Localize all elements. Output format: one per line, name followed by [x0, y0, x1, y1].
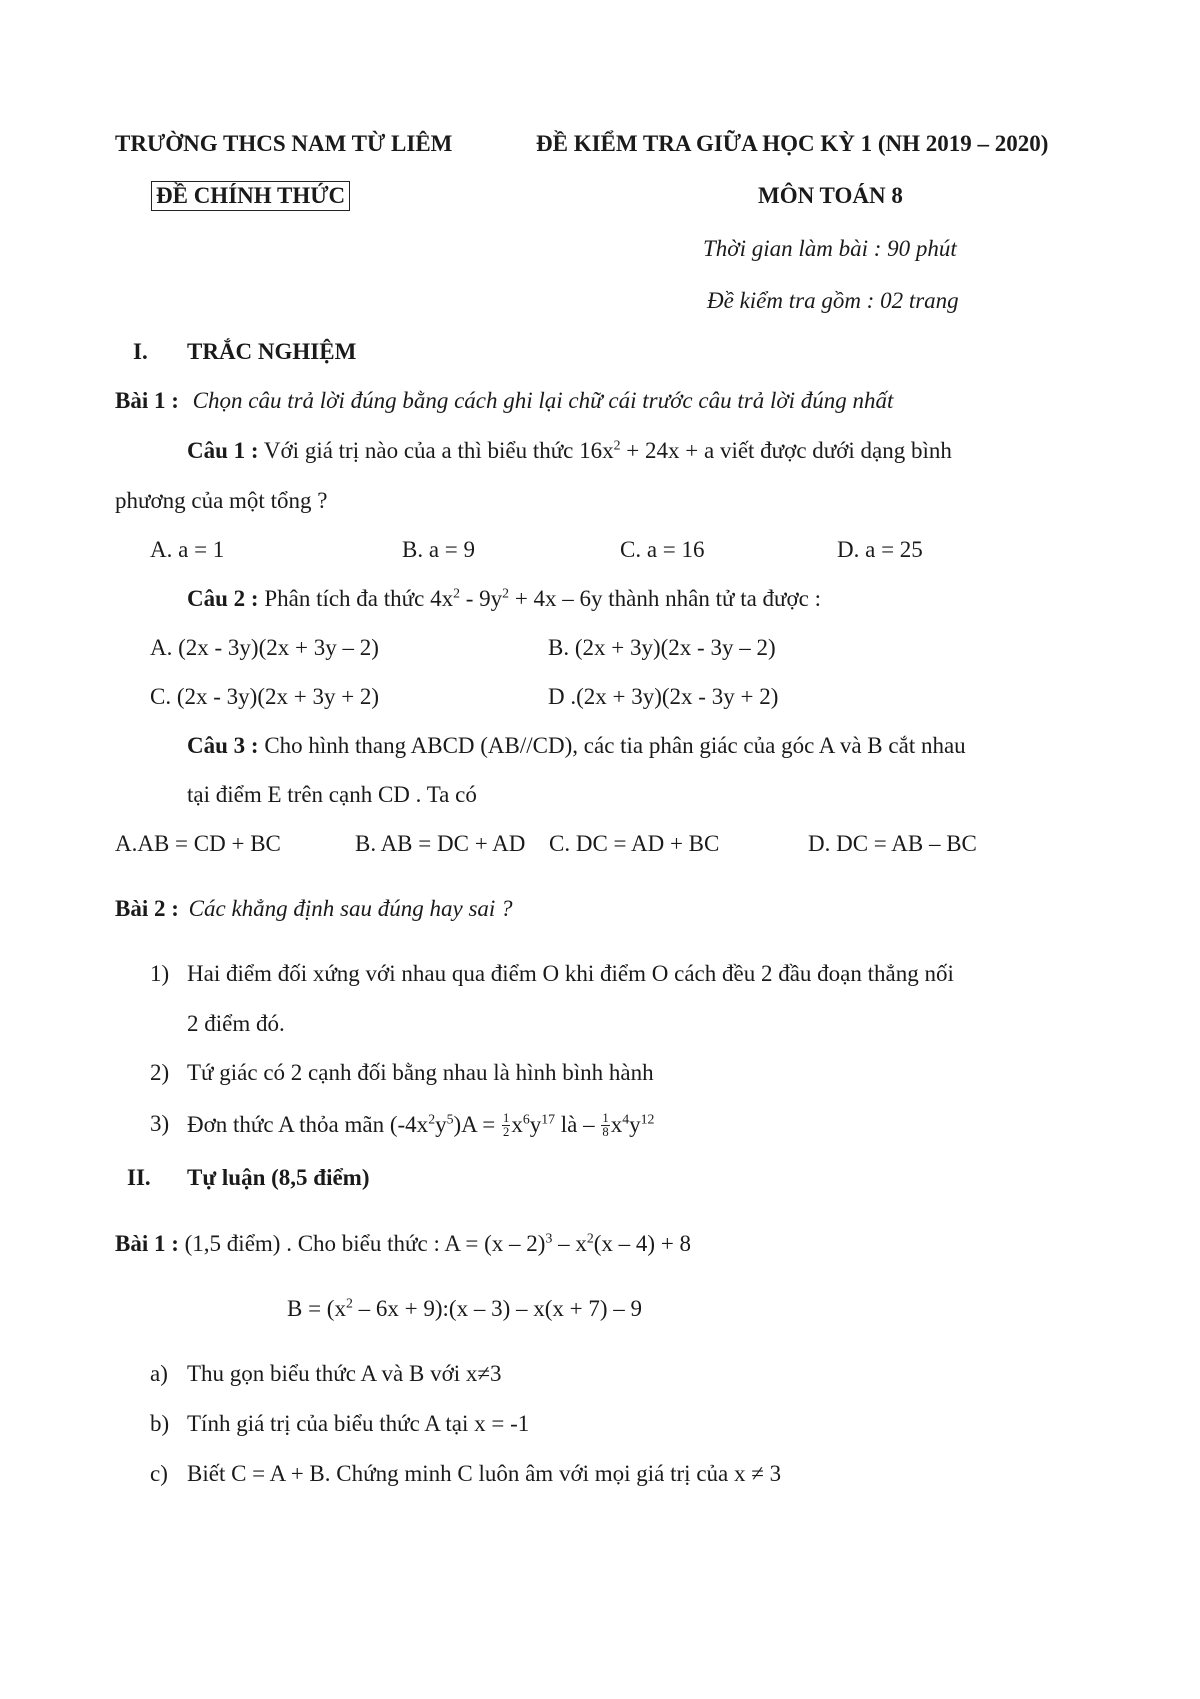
cau1-option-b: B. a = 9 [402, 537, 476, 562]
part1-bai1 [115, 389, 893, 412]
cau1-label: Câu 1 : [187, 438, 259, 463]
bai1-label: Bài 1 : [115, 388, 179, 413]
cau3-option-c: C. DC = AD + BC [549, 831, 720, 856]
statement-3-num: 3) [150, 1111, 170, 1136]
page-count: Đề kiểm tra gồm : 02 trang [707, 288, 959, 313]
task-c-num: c) [150, 1461, 168, 1486]
task-c-text: Biết C = A + B. Chứng minh C luôn âm với mọi giá trị của x ≠ 3 [187, 1461, 782, 1486]
cau2-option-c: C. (2x - 3y)(2x + 3y + 2) [150, 684, 380, 709]
statement-2-num: 2) [150, 1060, 170, 1085]
task-b-text: Tính giá trị của biểu thức A tại x = -1 [187, 1411, 530, 1436]
cau1-option-c: C. a = 16 [620, 537, 705, 562]
part2-bai1-label: Bài 1 : [115, 1231, 179, 1256]
statement-3-text: Đơn thức A thỏa mãn $(-4x^2y^5)A$ = $\frac{1}{2}$ $x^6y^{17}$ là – $\frac{1}{8}$ $x^4y^{12}$ [187, 1111, 655, 1140]
subject: MÔN TOÁN 8 [758, 183, 903, 208]
cau1-option-d: D. a = 25 [837, 537, 923, 562]
cau2-option-b: B. (2x + 3y)(2x - 3y – 2) [548, 635, 776, 660]
cau3-line2: tại điểm E trên cạnh CD . Ta có [187, 782, 477, 807]
part1-bai2 [115, 897, 513, 920]
cau2-option-a: A. (2x - 3y)(2x + 3y – 2) [150, 635, 379, 660]
task-a-text: Thu gọn biểu thức A và B với x≠3 [187, 1361, 502, 1386]
task-a-num: a) [150, 1361, 168, 1386]
cau3-line1: Câu 3 : Cho hình thang ABCD (AB//CD), các tia phân giác của góc A và B cắt nhau [187, 733, 966, 758]
cau3-option-b: B. AB = DC + AD [355, 831, 526, 856]
official-label: ĐỀ CHÍNH THỨC [151, 181, 350, 211]
statement-2-text: Tứ giác có 2 cạnh đối bằng nhau là hình bình hành [187, 1060, 654, 1085]
part2-bai1-expr-b: $B = (x^2 - 6x$ + 9):(x – 3) – x(x + 7) – 9 [287, 1295, 643, 1321]
exam-title: ĐỀ KIỂM TRA GIỮA HỌC KỲ 1 (NH 2019 – 2020) [536, 131, 1049, 156]
statement-1-num: 1) [150, 961, 170, 986]
cau3-option-a: A.AB = CD + BC [115, 831, 281, 856]
part2-numeral: II. [127, 1165, 151, 1190]
part2-title: Tự luận (8,5 điểm) [187, 1165, 370, 1190]
bai2-label: Bài 2 : [115, 896, 179, 921]
cau1-line1: Câu 1 : Với giá trị nào của a thì biểu thức $16x^2 + 24x + a$ viết được dưới dạng bình [187, 437, 952, 463]
exam-time: Thời gian làm bài : 90 phút [703, 236, 957, 261]
bai1-instruction: Chọn câu trả lời đúng bằng cách ghi lại chữ cái trước câu trả lời đúng nhất [192, 388, 894, 413]
statement-1-line1: Hai điểm đối xứng với nhau qua điểm O khi điểm O cách đều 2 đầu đoạn thẳng nối [187, 961, 954, 986]
cau2-label: Câu 2 : [187, 586, 259, 611]
part2-bai1-expr-a: Bài 1 : (1,5 điểm) . Cho biểu thức : $A = (x - 2)^3 - x^2(x - 4) + 8$ [115, 1230, 692, 1256]
bai2-instruction: Các khẳng định sau đúng hay sai ? [188, 896, 513, 921]
statement-1-line2: 2 điểm đó. [187, 1011, 285, 1036]
cau3-label: Câu 3 : [187, 733, 259, 758]
fraction-one-half: $\frac{1}{2}$ [502, 1111, 510, 1140]
task-b-num: b) [150, 1411, 170, 1436]
cau1-line2: phương của một tổng ? [115, 488, 328, 513]
cau2-question: Câu 2 : Phân tích đa thức $4x^2 - 9y^2 + 4x - 6y$ thành nhân tử ta được : [187, 585, 822, 611]
part1-numeral: I. [133, 339, 148, 364]
school-name: TRƯỜNG THCS NAM TỪ LIÊM [115, 131, 453, 156]
cau1-option-a: A. a = 1 [150, 537, 225, 562]
part1-title: TRẮC NGHIỆM [187, 339, 357, 364]
cau2-option-d: D .(2x + 3y)(2x - 3y + 2) [548, 684, 779, 709]
fraction-one-eighth: $\frac{1}{8}$ [602, 1111, 609, 1140]
cau3-option-d: D. DC = AB – BC [808, 831, 977, 856]
